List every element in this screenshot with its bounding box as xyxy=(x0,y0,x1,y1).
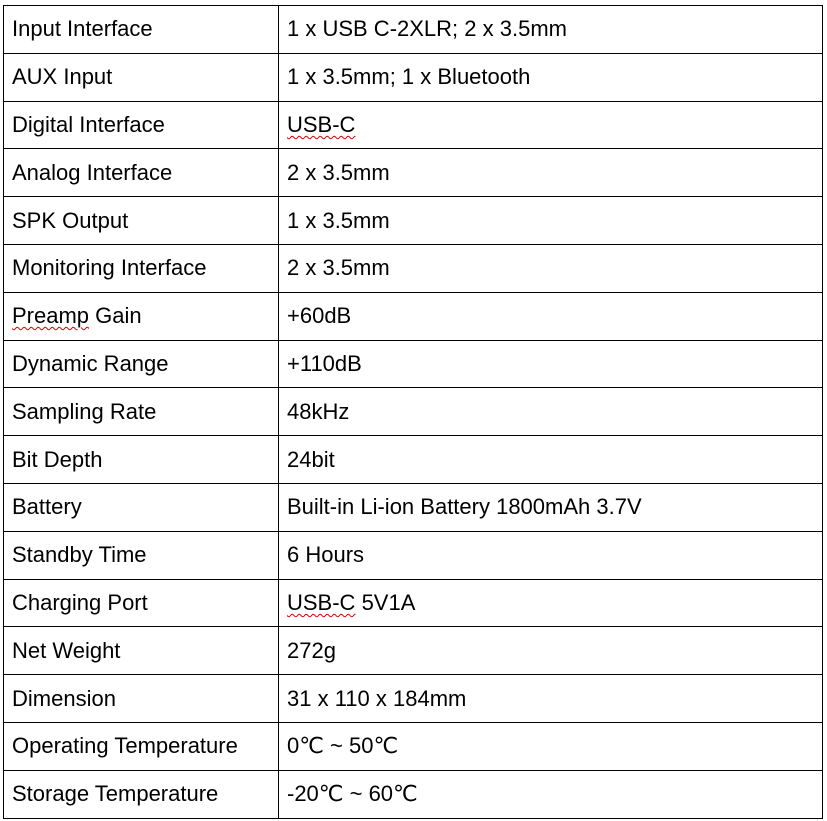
spec-label: Net Weight xyxy=(4,627,279,675)
spec-value: 48kHz xyxy=(279,388,823,436)
table-row xyxy=(4,675,823,723)
spec-label: Analog Interface xyxy=(4,149,279,197)
table-row xyxy=(4,6,823,54)
spec-value: +110dB xyxy=(279,340,823,388)
spec-label: Storage Temperature xyxy=(4,770,279,818)
spec-value: 1 x USB C-2XLR; 2 x 3.5mm xyxy=(279,6,823,54)
table-row xyxy=(4,531,823,579)
spec-label-rest: Gain xyxy=(89,303,142,329)
table-row xyxy=(4,149,823,197)
spec-label: Battery xyxy=(4,483,279,531)
table-row xyxy=(4,388,823,436)
table-row xyxy=(4,244,823,292)
spec-label xyxy=(4,292,279,340)
spec-value: Built-in Li-ion Battery 1800mAh 3.7V xyxy=(279,483,823,531)
table-row xyxy=(4,579,823,627)
table-row xyxy=(4,197,823,245)
spec-value: 272g xyxy=(279,627,823,675)
spec-label: Standby Time xyxy=(4,531,279,579)
spec-label: Input Interface xyxy=(4,6,279,54)
spec-label: Monitoring Interface xyxy=(4,244,279,292)
table-row xyxy=(4,101,823,149)
spellcheck-marked-text: Preamp xyxy=(12,303,90,329)
spec-value: 1 x 3.5mm; 1 x Bluetooth xyxy=(279,53,823,101)
spec-label: Dynamic Range xyxy=(4,340,279,388)
spec-label: Operating Temperature xyxy=(4,722,279,770)
spec-value: 1 x 3.5mm xyxy=(279,197,823,245)
table-row xyxy=(4,340,823,388)
spec-value: -20℃ ~ 60℃ xyxy=(279,770,823,818)
table-row xyxy=(4,436,823,484)
spec-table xyxy=(3,5,823,819)
table-row xyxy=(4,627,823,675)
spellcheck-marked-text: USB-C xyxy=(287,589,356,615)
spec-label: SPK Output xyxy=(4,197,279,245)
table-row xyxy=(4,292,823,340)
spec-value xyxy=(279,101,823,149)
spec-value: 6 Hours xyxy=(279,531,823,579)
spellcheck-marked-text: USB-C xyxy=(287,111,356,137)
table-row xyxy=(4,483,823,531)
spec-value xyxy=(279,579,823,627)
spec-label: Charging Port xyxy=(4,579,279,627)
spec-label: Dimension xyxy=(4,675,279,723)
spec-value: 2 x 3.5mm xyxy=(279,244,823,292)
spec-value: 24bit xyxy=(279,436,823,484)
spec-value: 2 x 3.5mm xyxy=(279,149,823,197)
spec-value: 31 x 110 x 184mm xyxy=(279,675,823,723)
spec-value: 0℃ ~ 50℃ xyxy=(279,722,823,770)
spec-label: Bit Depth xyxy=(4,436,279,484)
spec-label: Digital Interface xyxy=(4,101,279,149)
table-row xyxy=(4,53,823,101)
spec-label: AUX Input xyxy=(4,53,279,101)
table-row xyxy=(4,770,823,818)
spec-label: Sampling Rate xyxy=(4,388,279,436)
spec-value-rest: 5V1A xyxy=(355,589,416,615)
spec-value: +60dB xyxy=(279,292,823,340)
table-row xyxy=(4,722,823,770)
